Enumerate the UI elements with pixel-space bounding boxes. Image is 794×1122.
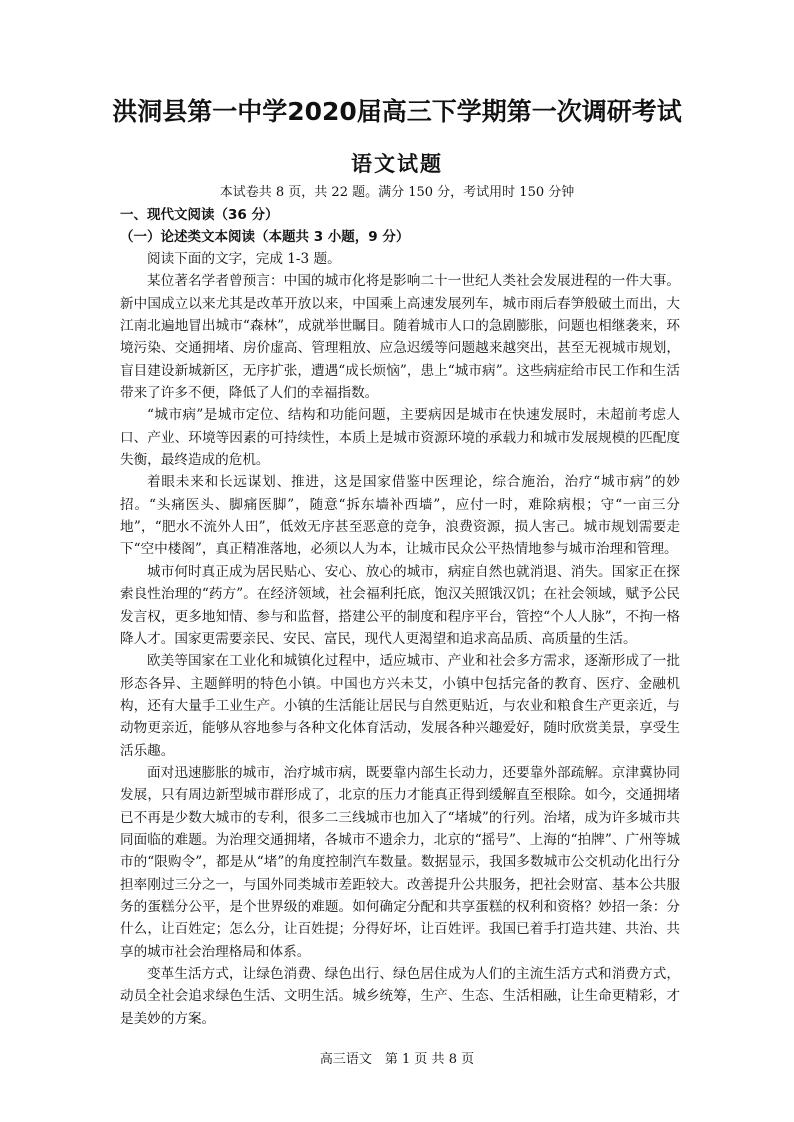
paragraph: 某位著名学者曾预言：中国的城市化将是影响二十一世纪人类社会发展进程的一件大事。新中国成立以来尤其是改革开放以来，中国乘上高速发展列车，城市雨后春笋般破土而出，大江南北遍地冒出城市“森林”，成就举世瞩目。随着城市人口的急剧膨胀，问题也相继袭来，环境污染、交通拥堵、房价虚高、管理粗放、应急迟缓等问题越来越突出，甚至无视城市规划，盲目建设新城新区，无序扩张，遭遇“成长烦恼”，患上“城市病”。这些病症给市民工作和生活带来了许多不便，降低了人们的幸福指数。 xyxy=(120,273,680,402)
exam-subtitle: 语文试题 xyxy=(351,152,443,176)
paragraph: 变革生活方式，让绿色消费、绿色出行、绿色居住成为人们的主流生活方式和消费方式，动员全社会追求绿色生活、文明生活。城乡统筹，生产、生态、生活相融，让生命更精彩，才是美妙的方案。 xyxy=(120,966,680,1027)
exam-note: 本试卷共 8 页，共 22 题。满分 150 分，考试用时 150 分钟 xyxy=(219,185,575,200)
paragraph: 阅读下面的文字，完成 1-3 题。 xyxy=(147,251,341,267)
passage-body xyxy=(120,248,680,1030)
exam-title: 洪洞县第一中学2020届高三下学期第一次调研考试 xyxy=(112,97,682,126)
paragraph: 城市何时真正成为居民贴心、安心、放心的城市，病症自然也就消退、消失。国家正在探索良性治理的“药方”。在经济领域，社会福利托底，饱汉关照饿汉饥；在社会领域，赋予公民发言权，更多地知情、参与和监督，搭建公平的制度和程序平台，管控“个人人脉”，不拘一格降人才。国家更需要亲民、安民、富民，现代人更渴望和追求高品质、高质量的生活。 xyxy=(120,563,680,647)
paragraph: 面对迅速膨胀的城市，治疗城市病，既要靠内部生长动力，还要靠外部疏解。京津冀协同发展，只有周边新型城市群形成了，北京的压力才能真正得到缓解直至根除。如今，交通拥堵已不再是少数大城市的专利，很多二三线城市也加入了“堵城”的行列。治堵，成为许多城市共同面临的难题。为治理交通拥堵，各城市不遗余力，北京的“摇号”、上海的“拍牌”、广州等城市的“限购令”，都是从“堵”的角度控制汽车数量。数据显示，我国多数城市公交机动化出行分担率刚过三分之一，与国外同类城市差距较大。改善提升公共服务，把社会财富、基本公共服务的蛋糕分公平，是个世界级的难题。如何确定分配和共享蛋糕的权利和资格？妙招一条：分什么，让百姓定；怎么分，让百姓提；分得好坏，让百姓评。我国已着手打造共建、共治、共享的城市社会治理格局和体系。 xyxy=(120,764,680,960)
page-footer: 高三语文 第 1 页 共 8 页 xyxy=(319,1052,475,1067)
subsection-heading-argumentative: （一）论述类文本阅读（本题共 3 小题，9 分） xyxy=(120,229,410,245)
paragraph: “城市病”是城市定位、结构和功能问题，主要病因是城市在快速发展时，未超前考虑人口、产业、环境等因素的可持续性，本质上是城市资源环境的承载力和城市发展规模的匹配度失衡，最终造成的危机。 xyxy=(120,407,680,469)
paragraph: 着眼未来和长远谋划、推进，这是国家借鉴中医理论，综合施治，治疗“城市病”的妙招。“头痛医头、脚痛医脚”，随意“拆东墙补西墙”，应付一时，难除病根；守“一亩三分地”，“肥水不流外人田”，低效无序甚至恶意的竞争，浪费资源，损人害己。城市规划需要走下“空中楼阁”，真正精准落地，必须以人为本，让城市民众公平热情地参与城市治理和管理。 xyxy=(120,474,680,558)
section-heading-modern-reading: 一、现代文阅读（36 分） xyxy=(120,207,279,223)
paragraph: 欧美等国家在工业化和城镇化过程中，适应城市、产业和社会多方需求，逐渐形成了一批形态各异、主题鲜明的特色小镇。中国也方兴未艾，小镇中包括完备的教育、医疗、金融机构，还有大量手工业生产。小镇的生活能让居民与自然更贴近，与农业和粮食生产更亲近，与动物更亲近，能够从容地参与各种文化体育活动，发展各种兴趣爱好，随时欣赏美景，享受生活乐趣。 xyxy=(120,653,680,759)
